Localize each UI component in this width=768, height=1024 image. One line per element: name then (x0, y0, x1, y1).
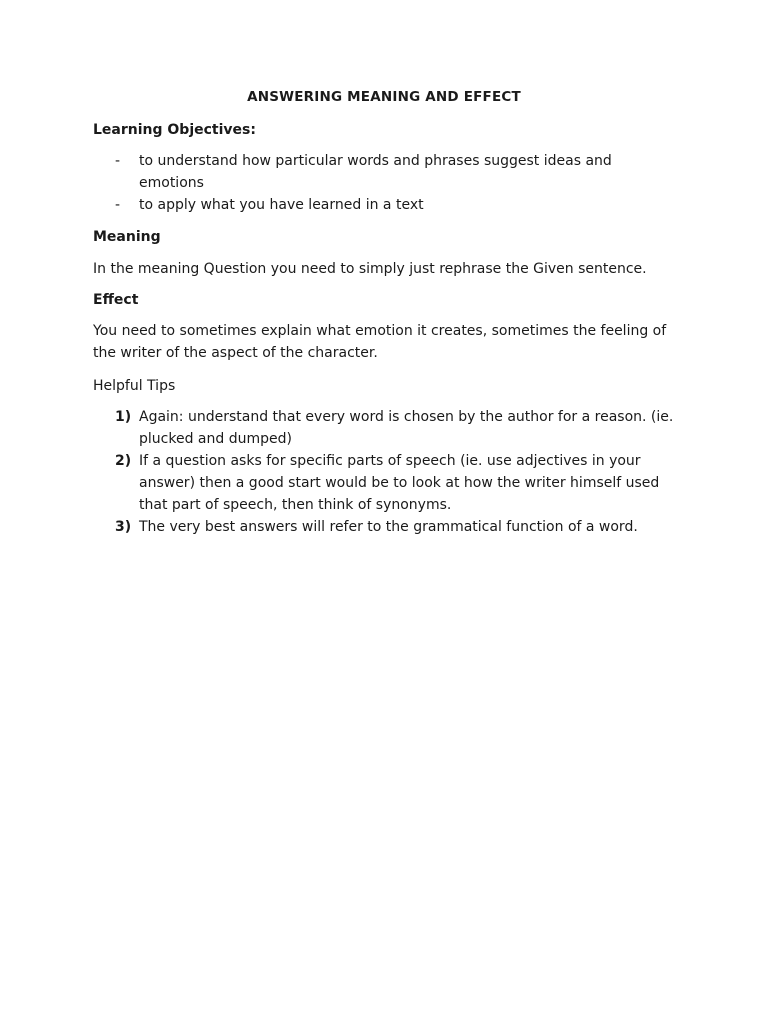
tip-number: 3) (115, 519, 132, 535)
tip-item (115, 450, 685, 516)
tip-number: 2) (115, 453, 132, 469)
effect-paragraph: You need to sometimes explain what emotion it creates, sometimes the feeling of the writer of the aspect of the character. (93, 323, 667, 361)
tip-number: 1) (115, 409, 132, 425)
document-title: ANSWERING MEANING AND EFFECT (247, 89, 521, 105)
effect-heading: Effect (93, 292, 139, 308)
tip-text: The very best answers will refer to the grammatical function of a word. (139, 519, 638, 535)
objective-item (115, 150, 655, 194)
helpful-tips-heading: Helpful Tips (93, 378, 176, 394)
tip-text: If a question asks for specific parts of speech (ie. use adjectives in your answer) then a good start would be to look at how the writer himself used that part of speech, then think of synonyms. (139, 453, 660, 513)
objective-item (115, 194, 655, 216)
tip-item (115, 406, 685, 450)
learning-objectives-heading: Learning Objectives: (93, 122, 256, 138)
objective-text: to understand how particular words and phrases suggest ideas and emotions (139, 153, 612, 191)
dash-bullet: - (115, 153, 121, 169)
meaning-heading: Meaning (93, 229, 161, 245)
tip-item (115, 516, 685, 538)
objective-text: to apply what you have learned in a text (139, 197, 424, 213)
meaning-paragraph: In the meaning Question you need to simply just rephrase the Given sentence. (93, 261, 647, 277)
dash-bullet: - (115, 197, 121, 213)
tip-text: Again: understand that every word is chosen by the author for a reason. (ie. plucked and dumped) (139, 409, 674, 447)
